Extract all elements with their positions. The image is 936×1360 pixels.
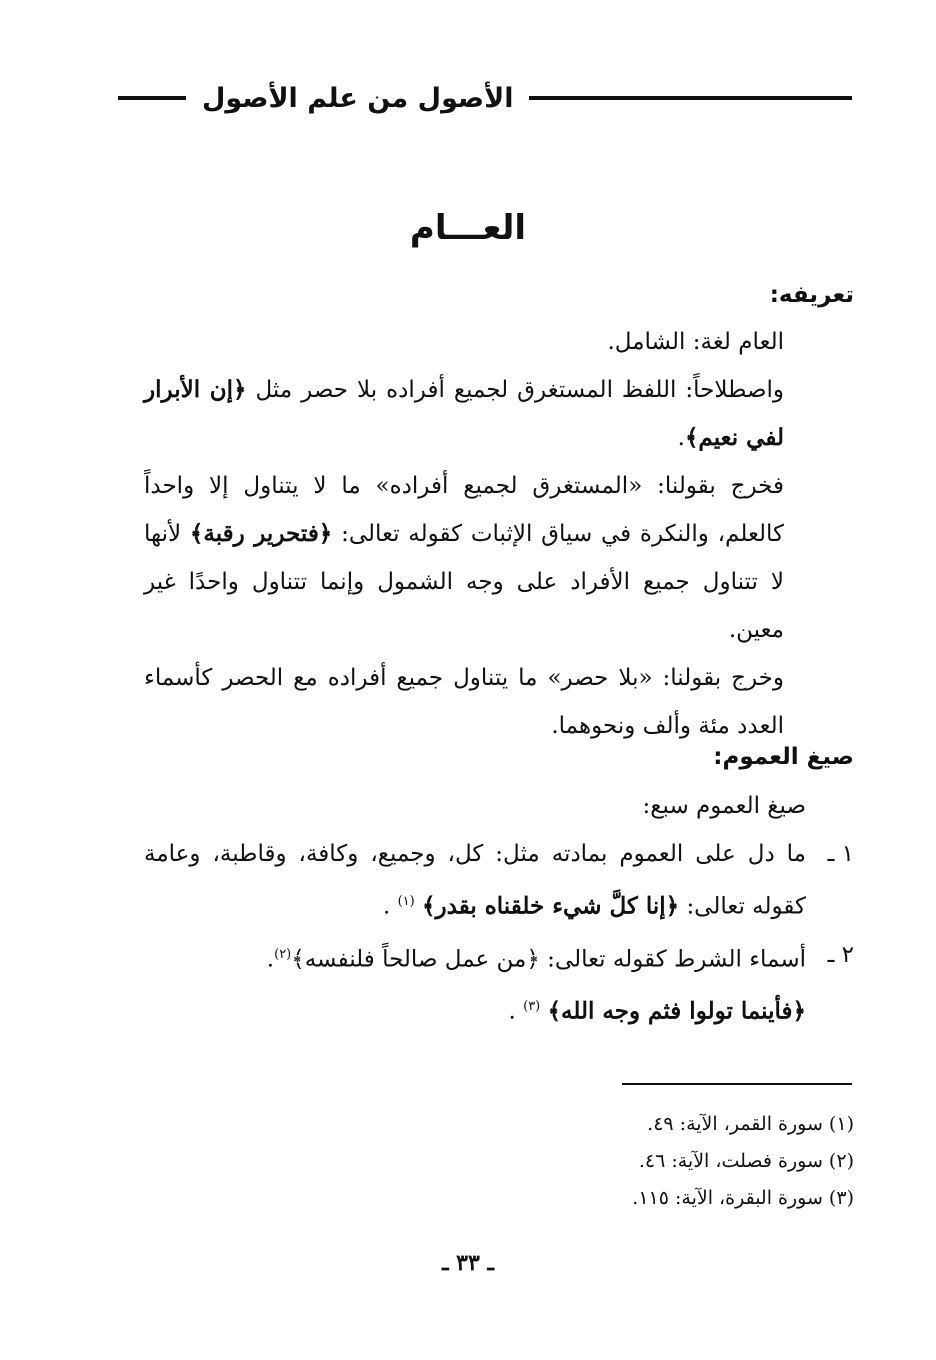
item-body <box>144 830 806 931</box>
quran-verse: ﴿فأينما تولوا فثم وجه الله﴾ <box>547 997 806 1025</box>
definition-paragraph-3 <box>144 462 854 654</box>
punctuation: . <box>382 893 391 920</box>
footnote: (٣) سورة البقرة، الآية: ١١٥. <box>632 1187 854 1209</box>
quran-verse: ﴿إن الأبرار لفي نعيم﴾ <box>144 376 784 451</box>
item-number: ٢ ـ <box>827 941 854 968</box>
forms-section <box>144 782 854 1036</box>
quran-verse: ﴿إنا كلَّ شيء خلقناه بقدر﴾ <box>422 892 680 920</box>
footnote-ref: (٣) <box>523 999 541 1015</box>
footnote-ref: (٢) <box>274 946 292 962</box>
quran-verse: ﴿فتحرير رقبة﴾ <box>189 520 333 547</box>
page-number: ـ ٣٣ ـ <box>442 1250 494 1276</box>
definition-section <box>144 318 854 750</box>
list-item <box>144 931 854 984</box>
definition-line-2 <box>144 366 854 462</box>
punctuation: . <box>677 425 685 451</box>
header-title: الأصول من علم الأصول <box>202 82 514 114</box>
footnote: (٢) سورة فصلت، الآية: ٤٦. <box>638 1150 854 1172</box>
definition-heading: تعريفه: <box>769 282 854 308</box>
quran-verse: ﴿من عمل صالحاً فلنفسه﴾ <box>291 946 540 973</box>
running-header <box>118 78 852 118</box>
paragraph-3-suffix: لأنها لا تتناول جميع الأفراد على وجه الشمول وإنما تتناول واحدًا غير معين. <box>144 521 784 643</box>
item-text: ما دل على العموم بمادته مثل: كل، وجميع، وكافة، وقاطبة، وعامة كقوله تعالى: <box>144 841 806 920</box>
definition-line-2-text: واصطلاحاً: اللفظ المستغرق لجميع أفراده بلا حصر مثل <box>255 377 784 403</box>
footnotes <box>354 1106 854 1217</box>
item-number: ١ ـ <box>827 841 854 867</box>
header-rule-right <box>529 96 852 100</box>
punctuation: . <box>508 998 516 1025</box>
header-rule-left <box>118 96 186 100</box>
footnote-divider <box>622 1083 852 1085</box>
item-body <box>144 931 806 984</box>
footnote-ref: (١) <box>397 894 415 909</box>
forms-intro: صيغ العموم سبع: <box>642 793 806 819</box>
item-text: أسماء الشرط كقوله تعالى: <box>547 946 806 973</box>
forms-heading: صيغ العموم: <box>713 744 854 770</box>
punctuation: . <box>266 946 275 973</box>
list-item <box>144 830 854 931</box>
definition-paragraph-4: وخرج بقولنا: «بلا حصر» ما يتناول جميع أفراده مع الحصر كأسماء العدد مئة وألف ونحوهما. <box>144 665 784 739</box>
list-item-continuation <box>144 983 854 1036</box>
definition-line-1: العام لغة: الشامل. <box>607 329 784 355</box>
paragraph-3-text: فخرج بقولنا: «المستغرق لجميع أفراده» ما لا يتناول إلا واحداً كالعلم، والنكرة في سياق الإثبات كقوله تعالى: <box>144 473 785 547</box>
chapter-title: العـــام <box>409 208 527 248</box>
footnote: (١) سورة القمر، الآية: ٤٩. <box>647 1113 854 1135</box>
